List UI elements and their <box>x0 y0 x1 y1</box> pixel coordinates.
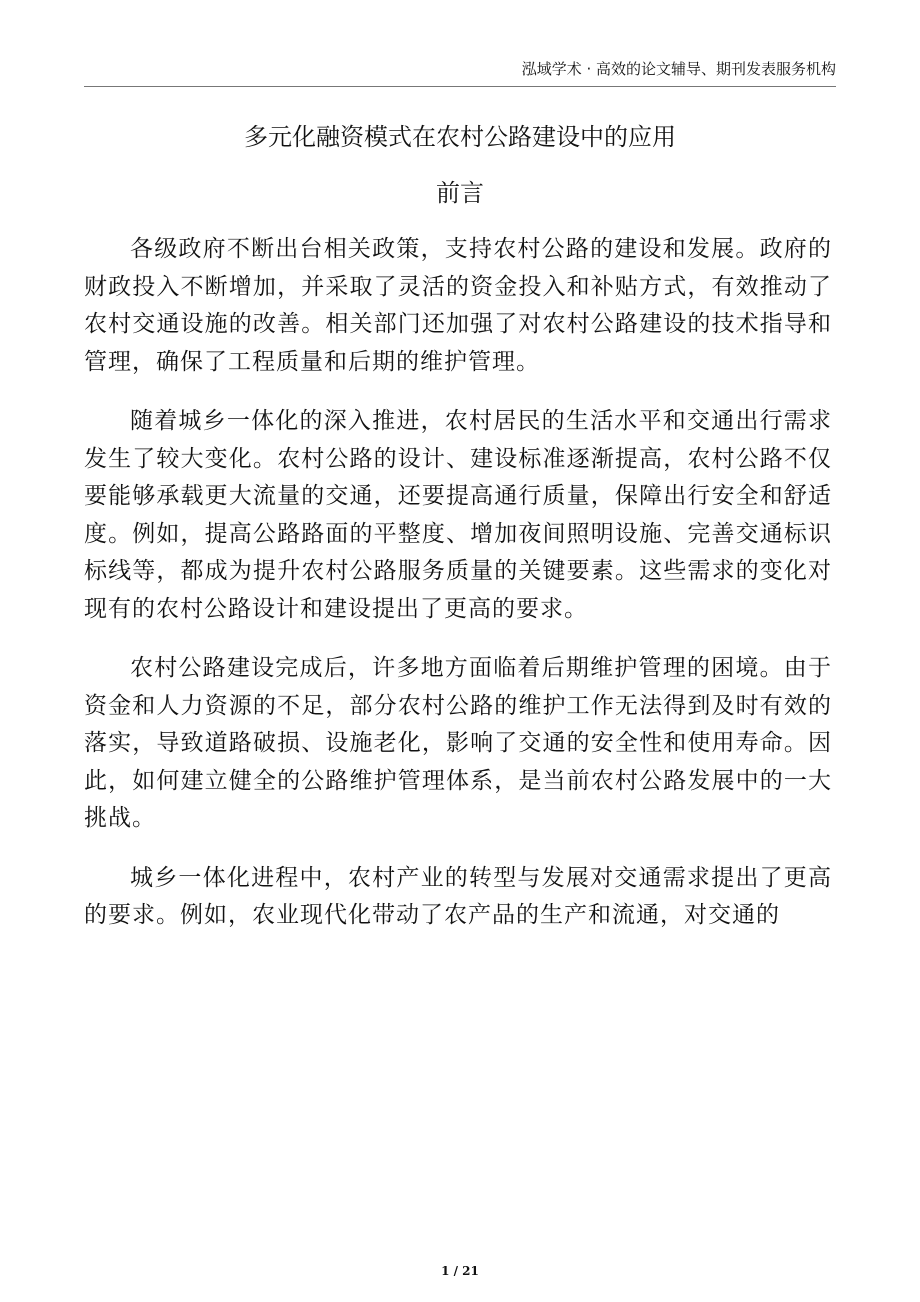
header-org-text: 泓域学术 · 高效的论文辅导、期刊发表服务机构 <box>521 60 836 78</box>
document-title: 多元化融资模式在农村公路建设中的应用 <box>244 123 676 151</box>
paragraph: 各级政府不断出台相关政策，支持农村公路的建设和发展。政府的财政投入不断增加，并采取了灵活的资金投入和补贴方式，有效推动了农村交通设施的改善。相关部门还加强了对农村公路建设的技术指导和管理，确保了工程质量和后期的维护管理。 <box>84 236 832 375</box>
document-body <box>84 231 832 957</box>
paragraph: 随着城乡一体化的深入推进，农村居民的生活水平和交通出行需求发生了较大变化。农村公路的设计、建设标准逐渐提高，农村公路不仅要能够承载更大流量的交通，还要提高通行质量，保障出行安全和舒适度。例如，提高公路路面的平整度、增加夜间照明设施、完善交通标识标线等，都成为提升农村公路服务质量的关键要素。这些需求的变化对现有的农村公路设计和建设提出了更高的要求。 <box>84 408 832 622</box>
section-heading-preface: 前言 <box>436 179 484 207</box>
page-number: 1 / 21 <box>441 1264 479 1278</box>
paragraph: 城乡一体化进程中，农村产业的转型与发展对交通需求提出了更高的要求。例如，农业现代化带动了农产品的生产和流通，对交通的 <box>84 864 832 928</box>
header-divider <box>84 86 836 87</box>
paragraph: 农村公路建设完成后，许多地方面临着后期维护管理的困境。由于资金和人力资源的不足，部分农村公路的维护工作无法得到及时有效的落实，导致道路破损、设施老化，影响了交通的安全性和使用寿命。因此，如何建立健全的公路维护管理体系，是当前农村公路发展中的一大挑战。 <box>84 655 832 831</box>
